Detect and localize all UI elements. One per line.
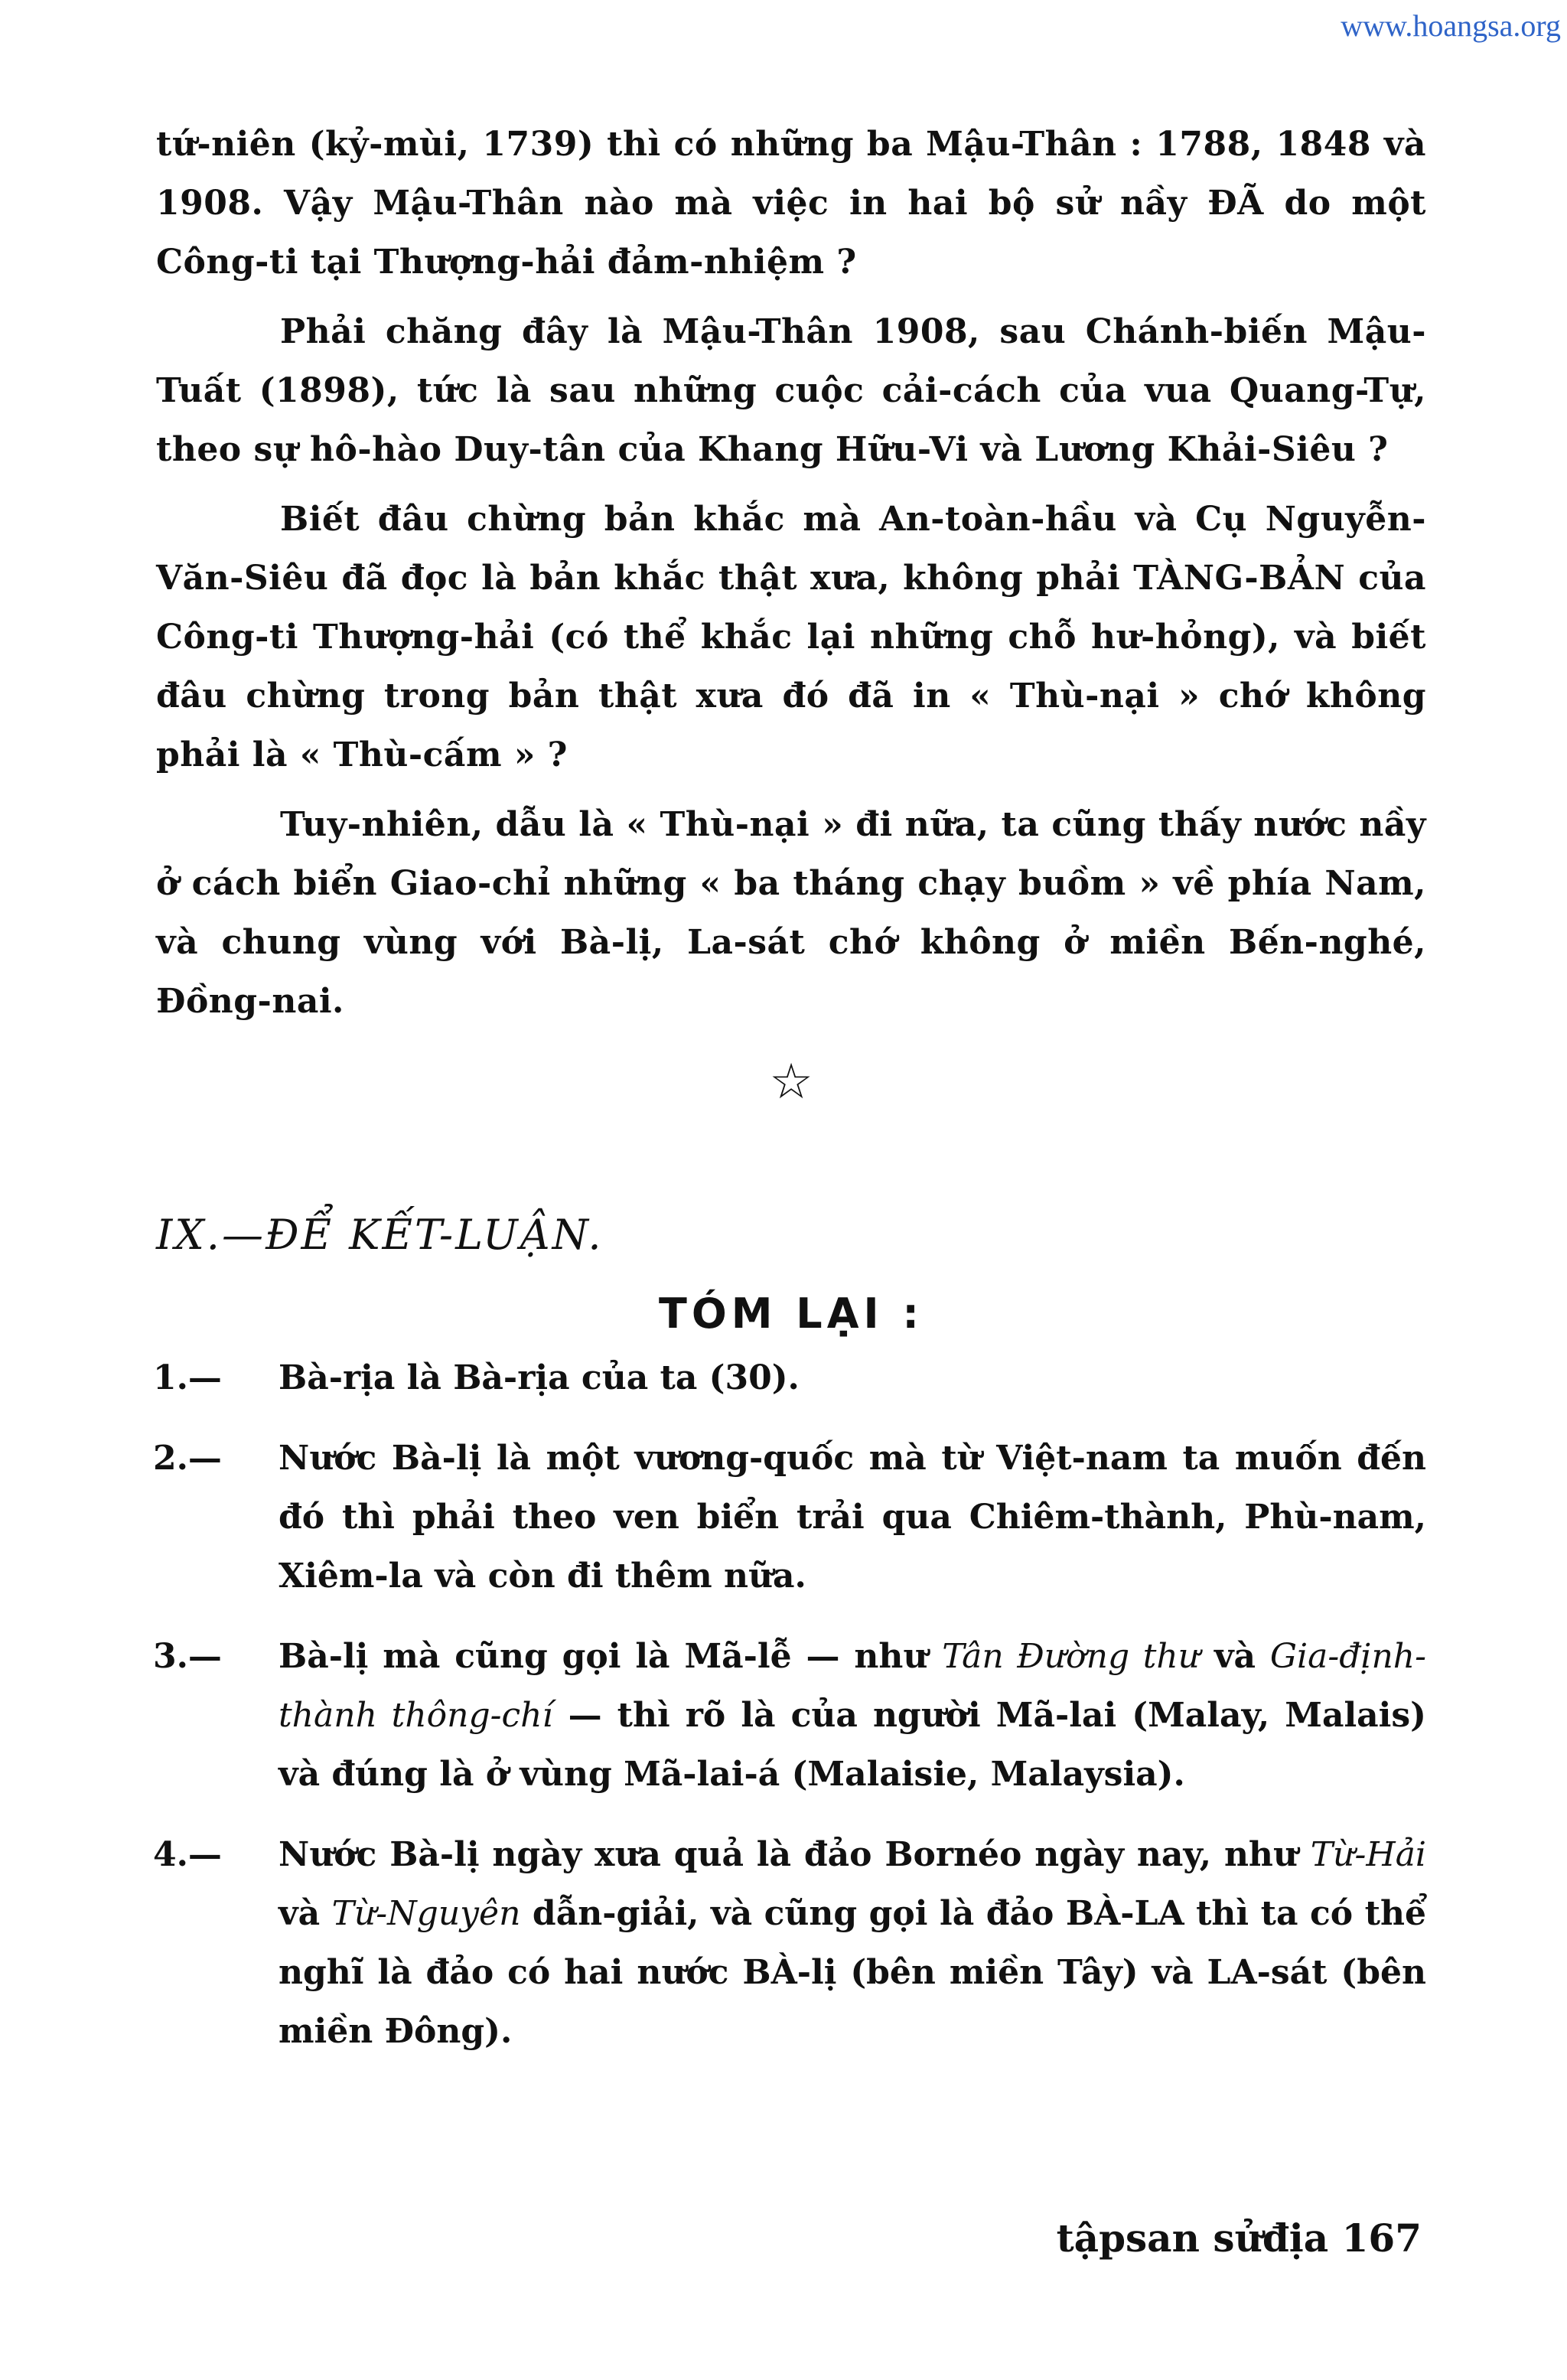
list-item-4 xyxy=(153,1825,1426,2061)
book-title: Gia-định-thành thông-chí xyxy=(279,1637,1427,1735)
list-text: Nước Bà-lị là một vương-quốc mà từ Việt-nam ta muốn đến đó thì phải theo ven biển trải qua Chiêm-thành, Phù-nam, Xiêm-la và còn đi thêm nữa. xyxy=(279,1439,1426,1596)
paragraph-4: Tuy-nhiên, dẫu là « Thù-nại » đi nữa, ta cũng thấy nước nầy ở cách biển Giao-chỉ những « ba tháng chạy buồm » về phía Nam, và chung vùng với Bà-lị, La-sát chớ không ở miền Bến-nghé, Đồng-nai. xyxy=(156,805,1426,1021)
list-number: 1.— xyxy=(153,1358,222,1397)
text-segment: và xyxy=(279,1894,332,1933)
text-segment: và xyxy=(1200,1637,1270,1676)
page-number: 167 xyxy=(1341,2215,1422,2261)
list-number: 2.— xyxy=(153,1439,222,1478)
list-item-2 xyxy=(153,1429,1426,1606)
watermark-url[interactable]: www.hoangsa.org xyxy=(1341,8,1561,43)
text-segment: dẫn-giải, và cũng gọi là đảo BÀ-LA thì ta có thể nghĩ là đảo có hai nước BÀ-lị (bên miền Tây) và LA-sát (bên miền Đông). xyxy=(279,1894,1426,2051)
list-text: Bà-rịa là Bà-rịa của ta (30). xyxy=(279,1358,800,1397)
list-number: 3.— xyxy=(153,1637,222,1676)
book-title: Từ-Hải xyxy=(1310,1835,1426,1874)
text-segment: — thì rõ là của người Mã-lai (Malay, Malais) và đúng là ở vùng Mã-lai-á (Malaisie, Malaysia). xyxy=(279,1696,1426,1794)
text-segment: Nước Bà-lị ngày xưa quả là đảo Bornéo ngày nay, như xyxy=(279,1835,1311,1874)
page-footer xyxy=(1057,2215,1422,2261)
list-item-1 xyxy=(153,1348,1426,1407)
list-number: 4.— xyxy=(153,1835,222,1874)
paragraph-2: Phải chăng đây là Mậu-Thân 1908, sau Chánh-biến Mậu-Tuất (1898), tức là sau những cuộc cải-cách của vua Quang-Tự, theo sự hô-hào Duy-tân của Khang Hữu-Vi và Lương Khải-Siêu ? xyxy=(156,312,1426,469)
book-title: Tân Đường thư xyxy=(942,1637,1200,1676)
section-title: IX.—ĐỂ KẾT-LUẬN. xyxy=(156,1211,604,1259)
text-segment: Bà-lị mà cũng gọi là Mã-lễ — như xyxy=(279,1637,943,1676)
paragraph-1: tứ-niên (kỷ-mùi, 1739) thì có những ba Mậu-Thân : 1788, 1848 và 1908. Vậy Mậu-Thân nào mà việc in hai bộ sử nầy ĐÃ do một Công-ti tại Thượng-hải đảm-nhiệm ? xyxy=(156,125,1426,282)
star-icon: ☆ xyxy=(769,1054,813,1110)
summary-heading: TÓM LẠI : xyxy=(659,1289,924,1338)
journal-name: tậpsan sửđịa xyxy=(1056,2215,1329,2261)
paragraph-3: Biết đâu chừng bản khắc mà An-toàn-hầu và Cụ Nguyễn-Văn-Siêu đã đọc là bản khắc thật xưa, không phải TÀNG-BẢN của Công-ti Thượng-hải (có thể khắc lại những chỗ hư-hỏng), và biết đâu chừng trong bản thật xưa đó đã in « Thù-nại » chớ không phải là « Thù-cấm » ? xyxy=(156,500,1426,774)
list-text xyxy=(279,1825,1426,2061)
book-title: Từ-Nguyên xyxy=(331,1894,521,1933)
page-body xyxy=(153,115,1427,2082)
list-item-3 xyxy=(153,1627,1427,1804)
list-text xyxy=(279,1627,1426,1804)
